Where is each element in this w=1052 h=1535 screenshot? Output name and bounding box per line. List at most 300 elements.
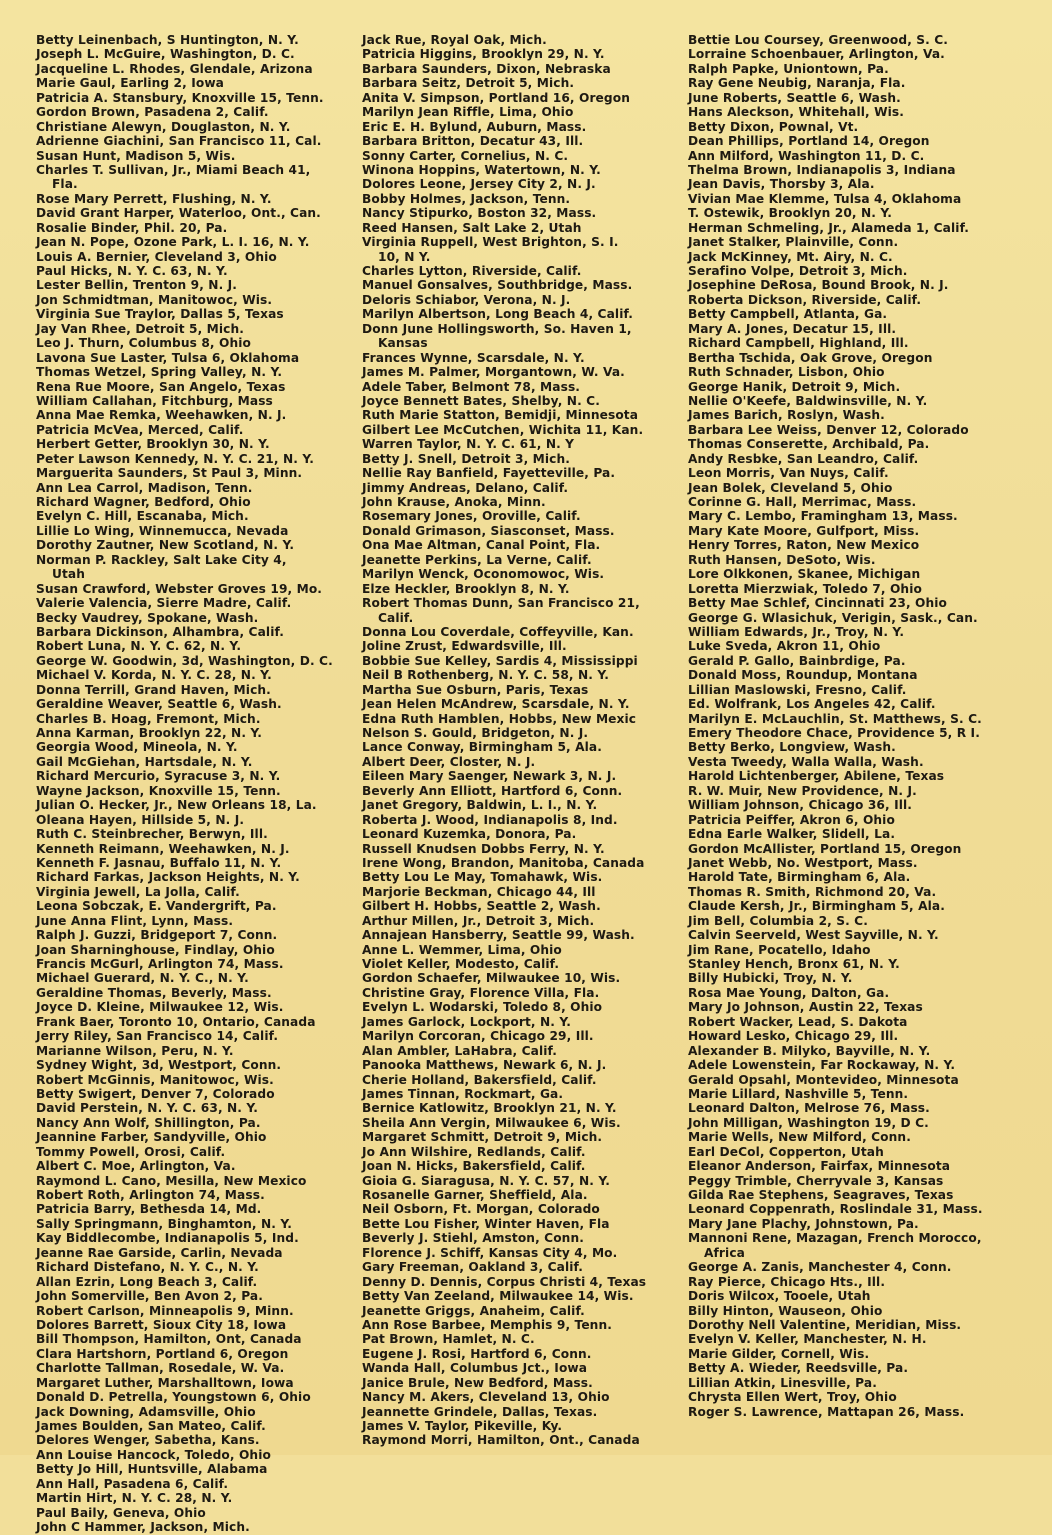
name-entry: Gordon Brown, Pasadena 2, Calif. xyxy=(36,105,269,120)
name-entry: Jean Bolek, Cleveland 5, Ohio xyxy=(688,480,893,495)
name-entry: Thelma Brown, Indianapolis 3, Indiana xyxy=(688,162,956,177)
name-entry: Jacqueline L. Rhodes, Glendale, Arizona xyxy=(36,61,313,76)
name-entry: Donald Moss, Roundup, Montana xyxy=(688,668,918,683)
name-entry: Corinne G. Hall, Merrimac, Mass. xyxy=(688,495,917,509)
name-entry: Luke Sveda, Akron 11, Ohio xyxy=(688,639,881,654)
name-entry: Adrienne Giachini, San Francisco 11, Cal. xyxy=(36,134,322,149)
name-entry: Jeanette Griggs, Anaheim, Calif. xyxy=(362,1303,585,1318)
name-entry: Adele Lowenstein, Far Rockaway, N. Y. xyxy=(688,1058,956,1073)
name-entry: Martin Hirt, N. Y. C. 28, N. Y. xyxy=(36,1491,233,1506)
name-entry: Eleanor Anderson, Fairfax, Minnesota xyxy=(688,1159,951,1174)
name-list-column-1 xyxy=(36,33,341,1535)
name-entry: Sonny Carter, Cornelius, N. C. xyxy=(362,148,569,163)
name-entry: Richard Wagner, Bedford, Ohio xyxy=(36,495,251,509)
name-entry: Lance Conway, Birmingham 5, Ala. xyxy=(362,740,602,755)
name-entry: Robert Carlson, Minneapolis 9, Minn. xyxy=(36,1303,294,1318)
name-entry: Rena Rue Moore, San Angelo, Texas xyxy=(36,379,286,394)
name-entry: George Hanik, Detroit 9, Mich. xyxy=(688,379,901,394)
name-entry: Richard Mercurio, Syracuse 3, N. Y. xyxy=(36,769,281,784)
name-entry: Leona Sobczak, E. Vandergrift, Pa. xyxy=(36,899,277,914)
name-entry: Leonard Dalton, Melrose 76, Mass. xyxy=(688,1101,930,1116)
name-entry: Adele Taber, Belmont 78, Mass. xyxy=(362,379,581,394)
name-entry: Betty Dixon, Pownal, Vt. xyxy=(688,119,859,134)
name-entry: Raymond L. Cano, Mesilla, New Mexico xyxy=(36,1173,307,1188)
name-entry: Sheila Ann Vergin, Milwaukee 6, Wis. xyxy=(362,1115,621,1130)
name-entry: Annajean Hansberry, Seattle 99, Wash. xyxy=(362,928,635,943)
name-entry: Marguerita Saunders, St Paul 3, Minn. xyxy=(36,466,303,481)
name-entry: Harold Lichtenberger, Abilene, Texas xyxy=(688,769,945,784)
name-entry: Nelson S. Gould, Bridgeton, N. J. xyxy=(362,726,589,740)
name-entry: Janet Gregory, Baldwin, L. I., N. Y. xyxy=(362,798,598,813)
name-entry: Panooka Matthews, Newark 6, N. J. xyxy=(362,1058,607,1073)
name-entry: John Milligan, Washington 19, D C. xyxy=(688,1115,929,1130)
name-entry: Tommy Powell, Orosi, Calif. xyxy=(36,1144,226,1159)
name-entry: Bobbie Sue Kelley, Sardis 4, Mississippi xyxy=(362,653,638,668)
name-entry: Barbara Seitz, Detroit 5, Mich. xyxy=(362,76,575,91)
name-entry: Jean N. Pope, Ozone Park, L. I. 16, N. Y. xyxy=(36,235,310,250)
name-entry: Gary Freeman, Oakland 3, Calif. xyxy=(362,1260,583,1275)
name-entry: Gilbert Lee McCutchen, Wichita 11, Kan. xyxy=(362,422,644,437)
name-entry: Louis A. Bernier, Cleveland 3, Ohio xyxy=(36,249,277,264)
name-entry: Robert Roth, Arlington 74, Mass. xyxy=(36,1188,265,1202)
name-entry: James Garlock, Lockport, N. Y. xyxy=(362,1014,571,1029)
name-entry: Alexander B. Milyko, Bayville, N. Y. xyxy=(688,1043,931,1058)
name-entry: Herman Schmeling, Jr., Alameda 1, Calif. xyxy=(688,220,970,235)
name-entry: Mary A. Jones, Decatur 15, Ill. xyxy=(688,321,897,336)
name-entry: Mary Kate Moore, Gulfport, Miss. xyxy=(688,523,920,538)
name-entry: Ruth Marie Statton, Bemidji, Minnesota xyxy=(362,408,639,423)
name-entry: Marie Gilder, Cornell, Wis. xyxy=(688,1346,870,1361)
name-entry: Evelyn C. Hill, Escanaba, Mich. xyxy=(36,509,249,524)
name-entry: Gail McGiehan, Hartsdale, N. Y. xyxy=(36,754,253,769)
name-entry: Barbara Britton, Decatur 43, Ill. xyxy=(362,134,584,149)
name-entry: Mary Jo Johnson, Austin 22, Texas xyxy=(688,1000,923,1015)
name-entry: Jack Rue, Royal Oak, Mich. xyxy=(362,33,547,47)
name-entry: Nellie O'Keefe, Baldwinsville, N. Y. xyxy=(688,393,928,408)
name-entry: Joan N. Hicks, Bakersfield, Calif. xyxy=(362,1159,586,1174)
name-entry: Henry Torres, Raton, New Mexico xyxy=(688,538,920,553)
name-entry: Ralph Papke, Uniontown, Pa. xyxy=(688,61,889,76)
name-entry: Patricia McVea, Merced, Calif. xyxy=(36,422,244,437)
name-entry: Rosalie Binder, Phil. 20, Pa. xyxy=(36,220,228,235)
name-entry: Betty Leinenbach, S Huntington, N. Y. xyxy=(36,33,299,47)
name-list-column-3 xyxy=(688,33,1006,1419)
name-entry: Richard Farkas, Jackson Heights, N. Y. xyxy=(36,870,300,885)
name-entry: Gerald P. Gallo, Bainbrdige, Pa. xyxy=(688,653,906,668)
name-entry: Donna Terrill, Grand Haven, Mich. xyxy=(36,682,271,697)
name-entry: Georgia Wood, Mineola, N. Y. xyxy=(36,740,238,755)
name-entry: Marilyn Albertson, Long Beach 4, Calif. xyxy=(362,307,633,322)
name-entry: Ona Mae Altman, Canal Point, Fla. xyxy=(362,538,601,553)
name-entry: Frances Wynne, Scarsdale, N. Y. xyxy=(362,350,585,365)
name-entry: Oleana Hayen, Hillside 5, N. J. xyxy=(36,812,245,827)
name-entry: Lillian Maslowski, Fresno, Calif. xyxy=(688,682,907,697)
name-entry: Christine Gray, Florence Villa, Fla. xyxy=(362,985,600,1000)
name-entry: Barbara Dickinson, Alhambra, Calif. xyxy=(36,624,284,639)
name-entry: Patricia Higgins, Brooklyn 29, N. Y. xyxy=(362,47,605,62)
name-entry: Bill Thompson, Hamilton, Ont, Canada xyxy=(36,1332,302,1347)
name-entry: Edna Earle Walker, Slidell, La. xyxy=(688,827,896,842)
name-entry: Thomas Wetzel, Spring Valley, N. Y. xyxy=(36,365,283,380)
name-entry: June Roberts, Seattle 6, Wash. xyxy=(688,90,901,105)
name-entry: George W. Goodwin, 3d, Washington, D. C. xyxy=(36,653,333,668)
name-entry: Jack McKinney, Mt. Airy, N. C. xyxy=(688,249,893,264)
name-entry: Janet Webb, No. Westport, Mass. xyxy=(688,855,918,870)
name-entry: Ed. Wolfrank, Los Angeles 42, Calif. xyxy=(688,697,936,712)
name-entry: John Krause, Anoka, Minn. xyxy=(362,495,546,509)
name-entry: Joseph L. McGuire, Washington, D. C. xyxy=(36,47,295,62)
name-entry: Leonard Kuzemka, Donora, Pa. xyxy=(362,827,577,842)
name-entry: James Boulden, San Mateo, Calif. xyxy=(36,1419,266,1433)
name-entry: Dolores Leone, Jersey City 2, N. J. xyxy=(362,177,596,192)
name-entry: Roberta J. Wood, Indianapolis 8, Ind. xyxy=(362,812,618,827)
name-entry: Wanda Hall, Columbus Jct., Iowa xyxy=(362,1361,588,1376)
name-entry: Dean Phillips, Portland 14, Oregon xyxy=(688,134,930,149)
name-entry: June Anna Flint, Lynn, Mass. xyxy=(36,913,234,928)
name-entry: Elze Heckler, Brooklyn 8, N. Y. xyxy=(362,581,570,596)
name-entry: Robert Luna, N. Y. C. 62, N. Y. xyxy=(36,639,242,654)
name-entry: 10, N Y. xyxy=(378,249,431,264)
name-entry: Michael V. Korda, N. Y. C. 28, N. Y. xyxy=(36,668,272,683)
name-entry: Ray Gene Neubig, Naranja, Fla. xyxy=(688,76,906,91)
name-entry: Rosa Mae Young, Dalton, Ga. xyxy=(688,985,890,1000)
name-entry: Bernice Katlowitz, Brooklyn 21, N. Y. xyxy=(362,1101,617,1116)
name-entry: Nancy M. Akers, Cleveland 13, Ohio xyxy=(362,1390,610,1405)
name-entry: Pat Brown, Hamlet, N. C. xyxy=(362,1332,535,1347)
name-entry: Patricia Peiffer, Akron 6, Ohio xyxy=(688,812,895,827)
name-entry: Lillie Lo Wing, Winnemucca, Nevada xyxy=(36,523,289,538)
name-entry: Clara Hartshorn, Portland 6, Oregon xyxy=(36,1346,289,1361)
name-entry: Mary Jane Plachy, Johnstown, Pa. xyxy=(688,1216,919,1231)
name-entry: Ann Milford, Washington 11, D. C. xyxy=(688,148,925,163)
name-entry: Lorraine Schoenbauer, Arlington, Va. xyxy=(688,47,945,62)
name-entry: Denny D. Dennis, Corpus Christi 4, Texas xyxy=(362,1274,647,1289)
name-entry: Fla. xyxy=(52,177,78,192)
name-entry: Janice Brule, New Bedford, Mass. xyxy=(362,1375,593,1390)
name-entry: Violet Keller, Modesto, Calif. xyxy=(362,957,560,971)
name-entry: Donald D. Petrella, Youngstown 6, Ohio xyxy=(36,1390,311,1405)
name-entry: Norman P. Rackley, Salt Lake City 4, xyxy=(36,552,287,567)
name-entry: Joan Sharninghouse, Findlay, Ohio xyxy=(36,942,275,957)
name-entry: Susan Crawford, Webster Groves 19, Mo. xyxy=(36,581,323,596)
name-entry: Gilbert H. Hobbs, Seattle 2, Wash. xyxy=(362,899,601,914)
name-entry: Leo J. Thurn, Columbus 8, Ohio xyxy=(36,336,251,351)
name-entry: Ruth C. Steinbrecher, Berwyn, Ill. xyxy=(36,827,268,842)
name-entry: Gordon McAllister, Portland 15, Oregon xyxy=(688,841,962,856)
name-entry: Ray Pierce, Chicago Hts., Ill. xyxy=(688,1274,886,1289)
name-entry: Chrysta Ellen Wert, Troy, Ohio xyxy=(688,1390,897,1405)
name-entry: Francis McGurl, Arlington 74, Mass. xyxy=(36,957,284,971)
name-entry: Bobby Holmes, Jackson, Tenn. xyxy=(362,191,571,206)
name-entry: Warren Taylor, N. Y. C. 61, N. Y xyxy=(362,437,575,452)
name-entry: Ann Hall, Pasadena 6, Calif. xyxy=(36,1476,229,1491)
name-entry: Utah xyxy=(52,567,86,582)
name-entry: Doris Wilcox, Tooele, Utah xyxy=(688,1289,871,1304)
name-entry: Andy Resbke, San Leandro, Calif. xyxy=(688,451,919,466)
name-entry: Jerry Riley, San Francisco 14, Calif. xyxy=(36,1029,279,1044)
name-entry: Jim Rane, Pocatello, Idaho xyxy=(688,942,871,957)
name-entry: Raymond Morri, Hamilton, Ont., Canada xyxy=(362,1433,640,1448)
name-entry: Betty Campbell, Atlanta, Ga. xyxy=(688,307,888,322)
name-entry: Calif. xyxy=(378,610,414,625)
name-entry: Jeannette Grindele, Dallas, Texas. xyxy=(362,1404,598,1419)
name-entry: Margaret Luther, Marshalltown, Iowa xyxy=(36,1375,294,1390)
name-entry: Reed Hansen, Salt Lake 2, Utah xyxy=(362,220,582,235)
name-entry: Nancy Stipurko, Boston 32, Mass. xyxy=(362,206,597,221)
name-entry: Bertha Tschida, Oak Grove, Oregon xyxy=(688,350,933,365)
name-entry: John C Hammer, Jackson, Mich. xyxy=(36,1520,250,1535)
name-entry: Valerie Valencia, Sierre Madre, Calif. xyxy=(36,596,292,611)
name-entry: Claude Kersh, Jr., Birmingham 5, Ala. xyxy=(688,899,945,914)
name-entry: Leonard Coppenrath, Roslindale 31, Mass. xyxy=(688,1202,983,1217)
name-entry: Donald Grimason, Siasconset, Mass. xyxy=(362,523,615,538)
name-entry: Evelyn V. Keller, Manchester, N. H. xyxy=(688,1332,927,1347)
name-entry: Eugene J. Rosi, Hartford 6, Conn. xyxy=(362,1346,592,1361)
name-entry: Patricia Barry, Bethesda 14, Md. xyxy=(36,1202,262,1217)
name-entry: Gordon Schaefer, Milwaukee 10, Wis. xyxy=(362,971,621,986)
name-entry: James Tinnan, Rockmart, Ga. xyxy=(362,1086,564,1101)
name-entry: Jeannine Farber, Sandyville, Ohio xyxy=(36,1130,267,1145)
name-entry: Delores Wenger, Sabetha, Kans. xyxy=(36,1433,260,1448)
name-entry: James Barich, Roslyn, Wash. xyxy=(688,408,885,423)
name-entry: Sydney Wight, 3d, Westport, Conn. xyxy=(36,1058,282,1073)
name-entry: Geraldine Weaver, Seattle 6, Wash. xyxy=(36,697,282,712)
name-entry: Becky Vaudrey, Spokane, Wash. xyxy=(36,610,259,625)
name-entry: Mannoni Rene, Mazagan, French Morocco, xyxy=(688,1231,982,1246)
name-entry: Herbert Getter, Brooklyn 30, N. Y. xyxy=(36,437,270,452)
name-entry: Betty J. Snell, Detroit 3, Mich. xyxy=(362,451,570,466)
name-entry: George G. Wlasichuk, Verigin, Sask., Can. xyxy=(688,610,978,625)
name-entry: Roberta Dickson, Riverside, Calif. xyxy=(688,292,922,307)
name-entry: Marie Gaul, Earling 2, Iowa xyxy=(36,76,225,91)
name-entry: Wayne Jackson, Knoxville 15, Tenn. xyxy=(36,783,281,798)
name-entry: Josephine DeRosa, Bound Brook, N. J. xyxy=(688,278,949,293)
name-entry: Virginia Ruppell, West Brighton, S. I. xyxy=(362,235,619,250)
name-entry: Harold Tate, Birmingham 6, Ala. xyxy=(688,870,911,885)
name-entry: Leon Morris, Van Nuys, Calif. xyxy=(688,466,889,481)
name-entry: Patricia A. Stansbury, Knoxville 15, Tenn. xyxy=(36,90,324,105)
name-entry: Gilda Rae Stephens, Seagraves, Texas xyxy=(688,1188,954,1202)
name-entry: Susan Hunt, Madison 5, Wis. xyxy=(36,148,236,163)
name-entry: Dorothy Zautner, New Scotland, N. Y. xyxy=(36,538,295,553)
name-entry: Charles B. Hoag, Fremont, Mich. xyxy=(36,711,261,726)
name-entry: Barbara Saunders, Dixon, Nebraska xyxy=(362,61,611,76)
name-entry: George A. Zanis, Manchester 4, Conn. xyxy=(688,1260,952,1275)
name-entry: Peter Lawson Kennedy, N. Y. C. 21, N. Y. xyxy=(36,451,314,466)
name-entry: Lillian Atkin, Linesville, Pa. xyxy=(688,1375,877,1390)
name-entry: Ruth Hansen, DeSoto, Wis. xyxy=(688,552,876,567)
name-entry: Lavona Sue Laster, Tulsa 6, Oklahoma xyxy=(36,350,300,365)
name-entry: Russell Knudsen Dobbs Ferry, N. Y. xyxy=(362,841,605,856)
name-entry: Kansas xyxy=(378,336,428,351)
name-list-column-2 xyxy=(362,33,680,1448)
name-entry: Beverly J. Stiehl, Amston, Conn. xyxy=(362,1231,584,1246)
name-entry: Lore Olkkonen, Skanee, Michigan xyxy=(688,567,921,582)
name-entry: Billy Hubicki, Troy, N. Y. xyxy=(688,971,853,986)
name-entry: Rosemary Jones, Oroville, Calif. xyxy=(362,509,581,524)
name-entry: Betty Jo Hill, Huntsville, Alabama xyxy=(36,1462,268,1477)
name-entry: Rosanelle Garner, Sheffield, Ala. xyxy=(362,1188,588,1202)
name-entry: Hans Aleckson, Whitehall, Wis. xyxy=(688,105,905,120)
name-entry: Florence J. Schiff, Kansas City 4, Mo. xyxy=(362,1245,618,1260)
name-entry: Donn June Hollingsworth, So. Haven 1, xyxy=(362,321,632,336)
name-entry: Jack Downing, Adamsville, Ohio xyxy=(36,1404,256,1419)
name-entry: Jo Ann Wilshire, Redlands, Calif. xyxy=(362,1144,586,1159)
name-entry: Betty Berko, Longview, Wash. xyxy=(688,740,896,755)
name-entry: James V. Taylor, Pikeville, Ky. xyxy=(362,1419,563,1433)
name-entry: Robert McGinnis, Manitowoc, Wis. xyxy=(36,1072,274,1087)
name-entry: Sally Springmann, Binghamton, N. Y. xyxy=(36,1216,293,1231)
name-entry: Marjorie Beckman, Chicago 44, Ill xyxy=(362,884,596,899)
name-entry: Betty Mae Schlef, Cincinnati 23, Ohio xyxy=(688,596,948,611)
name-entry: Marie Wells, New Milford, Conn. xyxy=(688,1130,911,1145)
name-entry: Anna Mae Remka, Weehawken, N. J. xyxy=(36,408,287,423)
name-entry: Deloris Schiabor, Verona, N. J. xyxy=(362,292,571,307)
name-entry: Robert Wacker, Lead, S. Dakota xyxy=(688,1014,908,1029)
name-entry: Kay Biddlecombe, Indianapolis 5, Ind. xyxy=(36,1231,299,1246)
name-entry: Mary C. Lembo, Framingham 13, Mass. xyxy=(688,509,958,524)
name-entry: Africa xyxy=(704,1245,745,1260)
name-entry: Richard Campbell, Highland, Ill. xyxy=(688,336,909,351)
name-entry: Kenneth Reimann, Weehawken, N. J. xyxy=(36,841,290,856)
name-entry: Charlotte Tallman, Rosedale, W. Va. xyxy=(36,1361,285,1376)
name-entry: Manuel Gonsalves, Southbridge, Mass. xyxy=(362,278,633,293)
name-entry: David Perstein, N. Y. C. 63, N. Y. xyxy=(36,1101,259,1116)
name-entry: Calvin Seerveld, West Sayville, N. Y. xyxy=(688,928,939,943)
name-entry: Jean Helen McAndrew, Scarsdale, N. Y. xyxy=(362,697,630,712)
name-entry: Rose Mary Perrett, Flushing, N. Y. xyxy=(36,191,272,206)
name-entry: Marilyn E. McLauchlin, St. Matthews, S. C. xyxy=(688,711,982,726)
name-entry: Jean Davis, Thorsby 3, Ala. xyxy=(688,177,875,192)
name-entry: Richard Distefano, N. Y. C., N. Y. xyxy=(36,1260,259,1275)
name-entry: Eric E. H. Bylund, Auburn, Mass. xyxy=(362,119,587,134)
name-entry: Irene Wong, Brandon, Manitoba, Canada xyxy=(362,855,645,870)
name-entry: Marilyn Jean Riffle, Lima, Ohio xyxy=(362,105,574,120)
name-entry: James M. Palmer, Morgantown, W. Va. xyxy=(362,365,625,380)
name-entry: Howard Lesko, Chicago 29, Ill. xyxy=(688,1029,899,1044)
name-entry: Stanley Hench, Bronx 61, N. Y. xyxy=(688,957,900,971)
name-entry: Virginia Jewell, La Jolla, Calif. xyxy=(36,884,240,899)
name-entry: Michael Guerard, N. Y. C., N. Y. xyxy=(36,971,249,986)
name-entry: Arthur Millen, Jr., Detroit 3, Mich. xyxy=(362,913,595,928)
name-entry: Betty A. Wieder, Reedsville, Pa. xyxy=(688,1361,909,1376)
name-entry: Cherie Holland, Bakersfield, Calif. xyxy=(362,1072,597,1087)
name-entry: Albert C. Moe, Arlington, Va. xyxy=(36,1159,236,1174)
name-entry: William Callahan, Fitchburg, Mass xyxy=(36,393,273,408)
name-entry: Jim Bell, Columbia 2, S. C. xyxy=(688,913,868,928)
name-entry: T. Ostewik, Brooklyn 20, N. Y. xyxy=(688,206,892,221)
name-entry: Anne L. Wemmer, Lima, Ohio xyxy=(362,942,562,957)
name-entry: Nellie Ray Banfield, Fayetteville, Pa. xyxy=(362,466,616,481)
name-entry: Allan Ezrin, Long Beach 3, Calif. xyxy=(36,1274,258,1289)
name-entry: Joyce Bennett Bates, Shelby, N. C. xyxy=(362,393,600,408)
name-entry: Robert Thomas Dunn, San Francisco 21, xyxy=(362,596,640,611)
name-entry: Bette Lou Fisher, Winter Haven, Fla xyxy=(362,1216,610,1231)
name-entry: Frank Baer, Toronto 10, Ontario, Canada xyxy=(36,1014,316,1029)
name-entry: Eileen Mary Saenger, Newark 3, N. J. xyxy=(362,769,617,784)
name-entry: Beverly Ann Elliott, Hartford 6, Conn. xyxy=(362,783,623,798)
name-entry: Charles Lytton, Riverside, Calif. xyxy=(362,264,582,278)
name-entry: Joyce D. Kleine, Milwaukee 12, Wis. xyxy=(36,1000,284,1015)
name-entry: Charles T. Sullivan, Jr., Miami Beach 41, xyxy=(36,162,311,177)
name-entry: Margaret Schmitt, Detroit 9, Mich. xyxy=(362,1130,603,1145)
name-entry: Lester Bellin, Trenton 9, N. J. xyxy=(36,278,238,293)
name-entry: Gerald Opsahl, Montevideo, Minnesota xyxy=(688,1072,959,1087)
name-entry: Martha Sue Osburn, Paris, Texas xyxy=(362,682,589,697)
name-entry: Jeanne Rae Garside, Carlin, Nevada xyxy=(36,1245,283,1260)
name-entry: Ralph J. Guzzi, Bridgeport 7, Conn. xyxy=(36,928,278,943)
name-entry: Ann Lea Carrol, Madison, Tenn. xyxy=(36,480,253,495)
name-entry: Vesta Tweedy, Walla Walla, Wash. xyxy=(688,754,924,769)
name-entry: Serafino Volpe, Detroit 3, Mich. xyxy=(688,264,908,278)
name-entry: Betty Van Zeeland, Milwaukee 14, Wis. xyxy=(362,1289,634,1304)
name-entry: Earl DeCol, Copperton, Utah xyxy=(688,1144,884,1159)
name-entry: Thomas R. Smith, Richmond 20, Va. xyxy=(688,884,937,899)
name-entry: Betty Lou Le May, Tomahawk, Wis. xyxy=(362,870,603,885)
name-entry: David Grant Harper, Waterloo, Ont., Can. xyxy=(36,206,321,221)
name-entry: Geraldine Thomas, Beverly, Mass. xyxy=(36,985,272,1000)
name-entry: Anita V. Simpson, Portland 16, Oregon xyxy=(362,90,630,105)
name-entry: Joline Zrust, Edwardsville, Ill. xyxy=(362,639,567,654)
name-entry: Winona Hoppins, Watertown, N. Y. xyxy=(362,162,601,177)
name-entry: Betty Swigert, Denver 7, Colorado xyxy=(36,1086,275,1101)
name-entry: Dorothy Nell Valentine, Meridian, Miss. xyxy=(688,1317,962,1332)
name-entry: Neil Osborn, Ft. Morgan, Colorado xyxy=(362,1202,600,1217)
name-entry: Janet Stalker, Plainville, Conn. xyxy=(688,235,899,250)
name-entry: Kenneth F. Jasnau, Buffalo 11, N. Y. xyxy=(36,855,282,870)
name-entry: Gioia G. Siaragusa, N. Y. C. 57, N. Y. xyxy=(362,1173,610,1188)
name-entry: Jeanette Perkins, La Verne, Calif. xyxy=(362,552,592,567)
name-entry: Edna Ruth Hamblen, Hobbs, New Mexic xyxy=(362,711,637,726)
name-entry: Bettie Lou Coursey, Greenwood, S. C. xyxy=(688,33,948,47)
name-entry: Julian O. Hecker, Jr., New Orleans 18, La. xyxy=(36,798,317,813)
name-entry: John Somerville, Ben Avon 2, Pa. xyxy=(36,1289,263,1304)
name-entry: Virginia Sue Traylor, Dallas 5, Texas xyxy=(36,307,284,322)
name-entry: Marilyn Wenck, Oconomowoc, Wis. xyxy=(362,567,605,582)
name-entry: Neil B Rothenberg, N. Y. C. 58, N. Y. xyxy=(362,668,610,683)
name-entry: Jon Schmidtman, Manitowoc, Wis. xyxy=(36,292,273,307)
name-entry: Jay Van Rhee, Detroit 5, Mich. xyxy=(36,321,244,336)
name-entry: Barbara Lee Weiss, Denver 12, Colorado xyxy=(688,422,969,437)
name-entry: Christiane Alewyn, Douglaston, N. Y. xyxy=(36,119,291,134)
name-entry: Roger S. Lawrence, Mattapan 26, Mass. xyxy=(688,1404,965,1419)
name-entry: Vivian Mae Klemme, Tulsa 4, Oklahoma xyxy=(688,191,962,206)
name-entry: Ann Rose Barbee, Memphis 9, Tenn. xyxy=(362,1317,612,1332)
name-entry: Ruth Schnader, Lisbon, Ohio xyxy=(688,365,885,380)
name-entry: Peggy Trimble, Cherryvale 3, Kansas xyxy=(688,1173,944,1188)
name-entry: Jimmy Andreas, Delano, Calif. xyxy=(362,480,569,495)
name-entry: R. W. Muir, New Providence, N. J. xyxy=(688,783,917,798)
name-entry: Billy Hinton, Wauseon, Ohio xyxy=(688,1303,883,1318)
name-entry: Loretta Mierzwiak, Toledo 7, Ohio xyxy=(688,581,922,596)
name-entry: Marilyn Corcoran, Chicago 29, Ill. xyxy=(362,1029,594,1044)
name-entry: Alan Ambler, LaHabra, Calif. xyxy=(362,1043,557,1058)
name-entry: Albert Deer, Closter, N. J. xyxy=(362,754,536,769)
name-entry: Thomas Conserette, Archibald, Pa. xyxy=(688,437,930,452)
name-entry: Anna Karman, Brooklyn 22, N. Y. xyxy=(36,726,263,740)
name-entry: Donna Lou Coverdale, Coffeyville, Kan. xyxy=(362,624,634,639)
name-entry: Paul Hicks, N. Y. C. 63, N. Y. xyxy=(36,264,228,278)
name-entry: Paul Baily, Geneva, Ohio xyxy=(36,1505,206,1520)
name-entry: William Edwards, Jr., Troy, N. Y. xyxy=(688,624,905,639)
name-entry: Emery Theodore Chace, Providence 5, R I. xyxy=(688,726,980,740)
name-entry: Dolores Barrett, Sioux City 18, Iowa xyxy=(36,1317,287,1332)
name-entry: Ann Louise Hancock, Toledo, Ohio xyxy=(36,1447,271,1462)
name-entry: Nancy Ann Wolf, Shillington, Pa. xyxy=(36,1115,261,1130)
name-entry: Evelyn L. Wodarski, Toledo 8, Ohio xyxy=(362,1000,603,1015)
name-entry: Marie Lillard, Nashville 5, Tenn. xyxy=(688,1086,909,1101)
name-entry: William Johnson, Chicago 36, Ill. xyxy=(688,798,912,813)
